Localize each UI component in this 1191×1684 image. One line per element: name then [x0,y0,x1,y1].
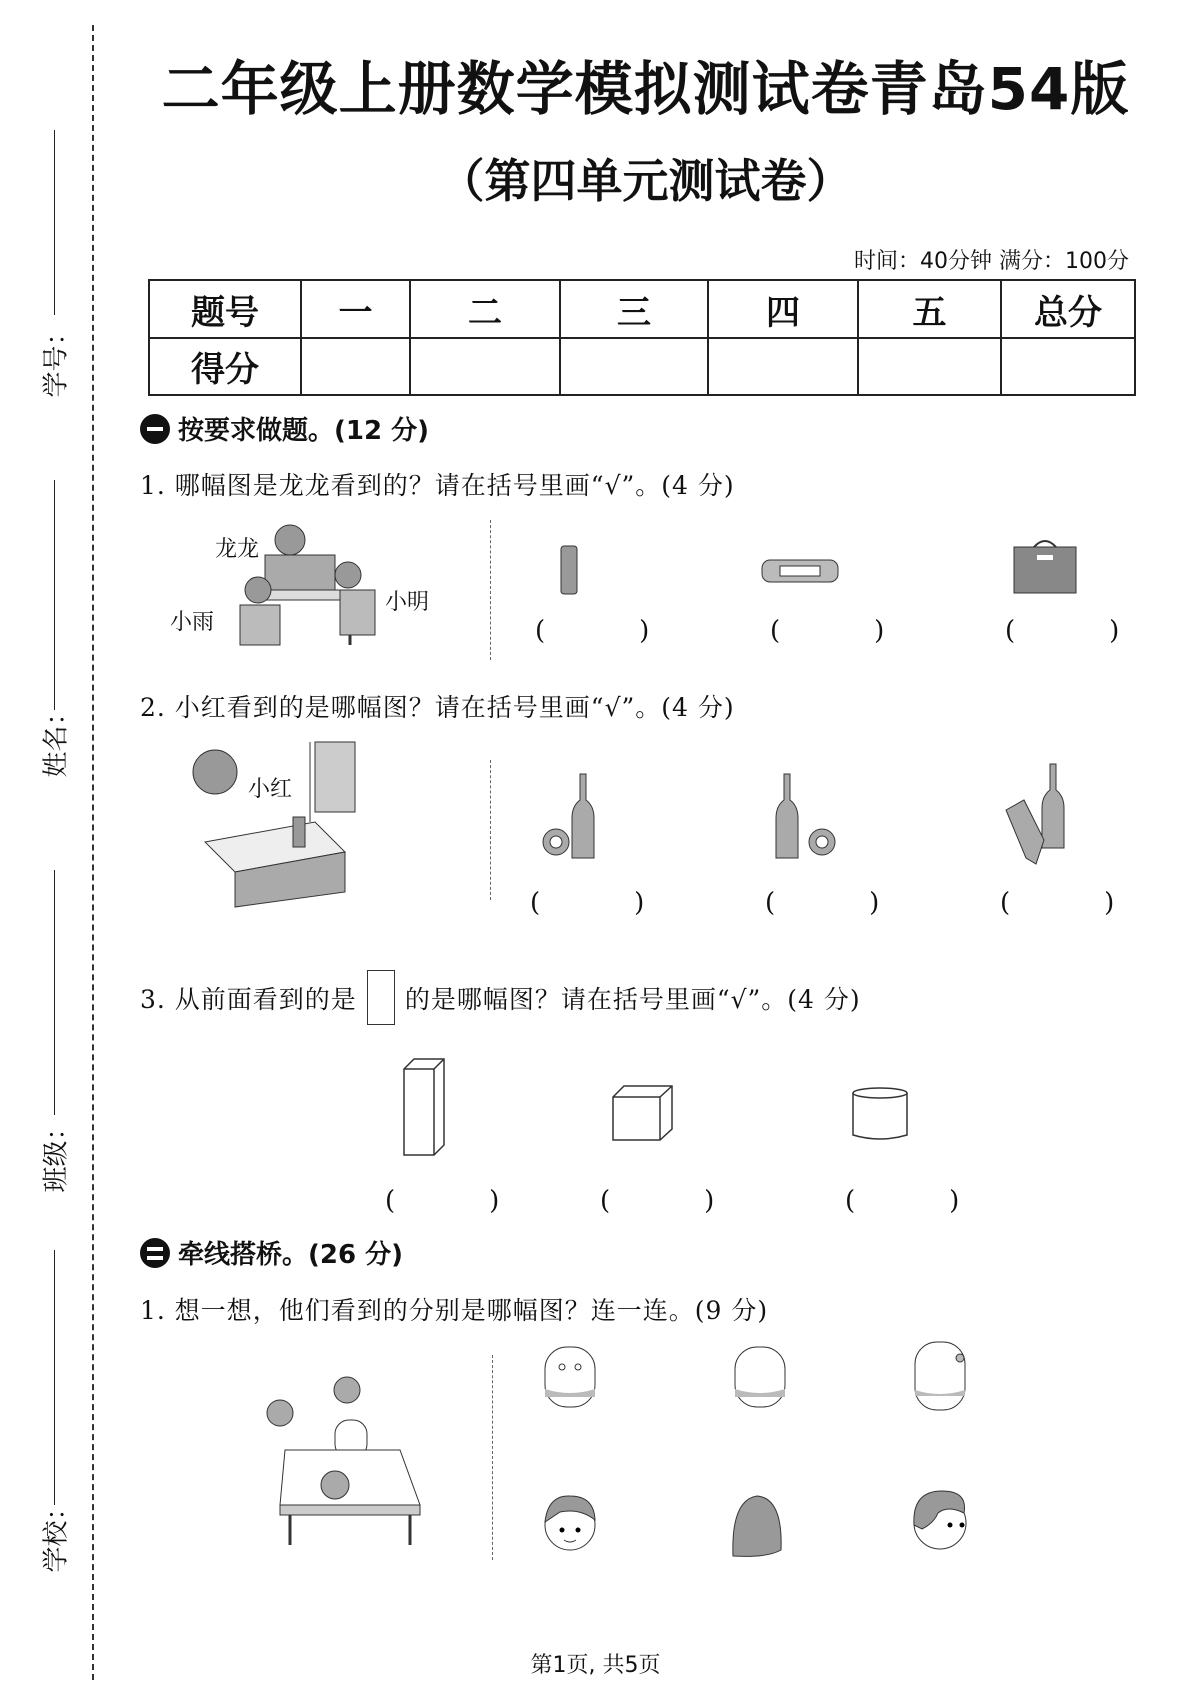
name-longlong: 龙龙 [215,537,260,562]
answer-paren[interactable]: ( ) [1005,616,1154,646]
rectangle-shape-icon [367,970,395,1025]
answer-paren[interactable]: ( ) [765,888,914,918]
score-cell[interactable] [301,338,410,395]
header-cell: 总分 [1001,280,1135,338]
answer-paren[interactable]: ( ) [530,888,679,918]
q2-scene-illustration [185,742,375,907]
score-cell[interactable] [1001,338,1135,395]
school-line [54,1250,55,1505]
name-xiaoyu: 小雨 [170,610,215,635]
child-head-back [727,1490,787,1562]
child-face-side [908,1485,973,1557]
school-label: 学校： [41,1494,72,1573]
section-2-title: 牵线搭桥。(26 分) [178,1240,403,1270]
question-1-1: 1. 哪幅图是龙龙看到的？请在括号里画“√”。(4 分) [140,471,735,500]
robot-front-view [540,1345,600,1420]
header-cell: 题号 [149,280,301,338]
name-label: 姓名： [41,699,72,778]
section-2-heading [140,1234,403,1271]
score-cell[interactable] [560,338,708,395]
question-1-3 [140,970,861,1025]
option-bag-front-view [1012,535,1078,595]
score-table [148,279,1136,396]
header-cell: 四 [708,280,858,338]
answer-paren[interactable]: ( ) [1000,888,1149,918]
divider [492,1355,493,1560]
circled-two-icon [140,1238,170,1268]
option-cylinder [850,1085,910,1145]
answer-paren[interactable]: ( ) [845,1186,994,1216]
option-bag-side-view [555,540,585,596]
section-1-heading [140,410,429,447]
cut-line [92,25,94,1680]
page-title: 二年级上册数学模拟测试卷青岛54版 [161,55,1130,123]
section-1-title: 按要求做题。(12 分) [178,416,429,446]
row-label: 得分 [149,338,301,395]
score-cell[interactable] [708,338,858,395]
q3-text-after: 的是哪幅图？请在括号里画“√”。(4 分) [404,984,861,1014]
option-cuboid [400,1055,450,1160]
question-2-1: 1. 想一想，他们看到的分别是哪幅图？连一连。(9 分) [140,1296,769,1325]
answer-paren[interactable]: ( ) [600,1186,749,1216]
option-bottles-a [540,770,610,860]
q3-text-before: 3. 从前面看到的是 [140,984,357,1014]
circled-one-icon [140,414,170,444]
child-face-front [540,1490,600,1560]
page-footer: 第1页, 共5页 [530,1653,661,1678]
robot-side-view [910,1340,970,1420]
name-line [54,480,55,710]
answer-paren[interactable]: ( ) [385,1186,534,1216]
robot-back-view [730,1345,790,1420]
option-cube [610,1083,675,1143]
class-label: 班级： [41,1114,72,1193]
option-bottles-c [1000,760,1080,870]
student-id-label: 学号： [41,319,72,398]
header-cell: 三 [560,280,708,338]
score-cell[interactable] [410,338,560,395]
question-1-2: 2. 小红看到的是哪幅图？请在括号里画“√”。(4 分) [140,693,735,722]
answer-paren[interactable]: ( ) [535,616,684,646]
divider [490,760,491,900]
score-cell[interactable] [858,338,1001,395]
option-bag-top-view [760,558,840,584]
q2-scene-illustration [255,1375,425,1545]
divider [490,520,491,660]
answer-paren[interactable]: ( ) [770,616,919,646]
name-xiaohong: 小红 [248,777,293,802]
header-cell: 二 [410,280,560,338]
name-xiaoming: 小明 [385,590,430,615]
header-cell: 一 [301,280,410,338]
header-cell: 五 [858,280,1001,338]
page-subtitle: （第四单元测试卷） [438,154,853,208]
class-line [54,870,55,1115]
exam-meta: 时间：40分钟 满分：100分 [854,249,1129,274]
option-bottles-b [770,770,840,860]
